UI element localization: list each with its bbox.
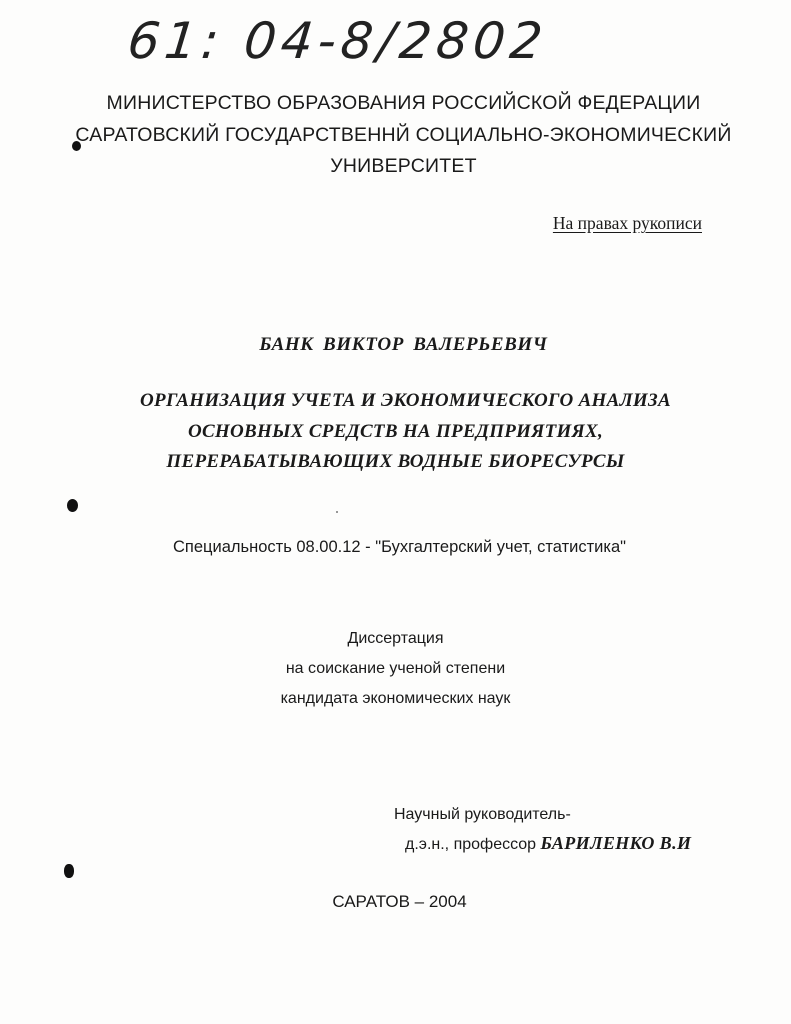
scan-speck xyxy=(336,511,338,513)
thesis-title-line3: ПЕРЕРАБАТЫВАЮЩИХ ВОДНЫЕ БИОРЕСУРСЫ xyxy=(166,451,625,472)
author-name: БАНК ВИКТОР ВАЛЕРЬЕВИЧ xyxy=(259,334,548,355)
binding-hole-mark xyxy=(67,499,78,512)
binding-hole-mark xyxy=(64,864,74,878)
supervisor-label: Научный руководитель- xyxy=(394,806,571,823)
supervisor-name: БАРИЛЕНКО В.И xyxy=(540,833,692,853)
supervisor-line xyxy=(405,833,691,854)
handwritten-archive-number: 61: 04-8/2802 xyxy=(124,12,550,70)
city-year: САРАТОВ – 2004 xyxy=(332,892,467,911)
dissertation-line3: кандидата экономических наук xyxy=(280,690,511,707)
manuscript-note: На правах рукописи xyxy=(552,213,702,233)
ministry-heading: МИНИСТЕРСТВО ОБРАЗОВАНИЯ РОССИЙСКОЙ ФЕДЕРАЦИИ xyxy=(106,92,701,114)
university-heading-line1: САРАТОВСКИЙ ГОСУДАРСТВЕННЙ СОЦИАЛЬНО-ЭКОНОМИЧЕСКИЙ xyxy=(75,124,732,146)
dissertation-line1: Диссертация xyxy=(347,630,444,647)
university-heading-line2: УНИВЕРСИТЕТ xyxy=(330,155,477,177)
speciality-line: Специальность 08.00.12 - "Бухгалтерский учет, статистика" xyxy=(173,538,626,556)
thesis-title-line1: ОРГАНИЗАЦИЯ УЧЕТА И ЭКОНОМИЧЕСКОГО АНАЛИЗА xyxy=(140,390,671,411)
dissertation-line2: на соискание ученой степени xyxy=(285,660,506,677)
supervisor-degree: д.э.н., профессор xyxy=(405,836,537,853)
thesis-title-line2: ОСНОВНЫХ СРЕДСТВ НА ПРЕДПРИЯТИЯХ, xyxy=(187,421,604,442)
